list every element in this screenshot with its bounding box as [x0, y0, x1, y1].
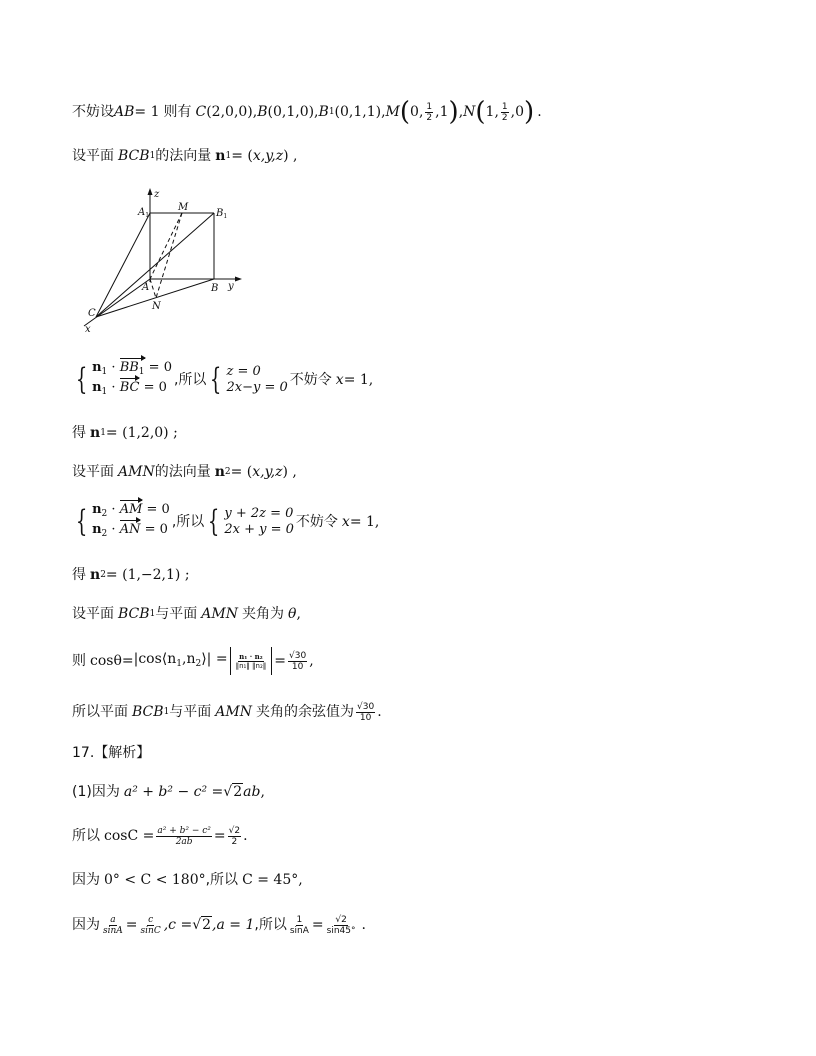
math: = — [121, 653, 134, 669]
text-line-9 — [72, 648, 314, 674]
fraction: $\frac{1}{2}$ — [426, 101, 433, 123]
math: , — [296, 606, 301, 622]
text: 得 — [72, 425, 86, 441]
math: AB — [114, 104, 135, 120]
math-sub: 1 — [149, 151, 156, 161]
math: C — [195, 104, 207, 120]
math: $|\cos⟨n_1,n_2⟩|$ = — [133, 650, 228, 669]
math: BCB — [118, 606, 150, 622]
math: AMN — [118, 464, 155, 480]
text-line-2 — [72, 146, 297, 166]
fraction: $\frac{c}{\sin C}$ — [140, 914, 161, 936]
fraction: $\frac{\text{n₁ · n₂}}{\text{‖n₁‖ ‖n₂‖}}$ — [235, 651, 267, 670]
math: B — [318, 104, 329, 120]
text: 17.【解析】 — [72, 745, 151, 761]
text: 所以平面 — [72, 704, 128, 720]
math: = (1,2,0) ; — [105, 425, 178, 441]
label-n: N — [152, 301, 161, 312]
text: 夹角的余弦值为 — [256, 704, 354, 720]
text-line-14 — [72, 870, 303, 890]
text-line-8 — [72, 604, 301, 624]
math-sub: 1 — [328, 107, 335, 117]
math: B — [257, 104, 268, 120]
text-line-5 — [72, 462, 297, 482]
math: = 1, — [349, 514, 380, 530]
section-heading — [72, 743, 150, 763]
math: . — [243, 828, 248, 844]
math: . — [361, 917, 366, 933]
math: n — [90, 567, 101, 583]
math: C = 45° — [242, 872, 299, 888]
text: (1)因为 — [72, 784, 120, 800]
math: (2,0,0), — [206, 104, 258, 120]
math: BCB — [132, 704, 164, 720]
math-sub: 1 — [163, 707, 170, 717]
system-left: { $n_1 \cdot BB_1 = 0$ $n_1$ · BC = 0 — [75, 360, 172, 397]
fraction: $\frac{√30}{10}$ — [289, 650, 307, 672]
label-c: C — [88, 308, 96, 319]
math: , — [260, 784, 265, 800]
dashed-m-n — [156, 213, 182, 298]
text: 得 — [72, 567, 86, 583]
text: 设平面 — [72, 148, 114, 164]
text: 因为 — [72, 917, 100, 933]
y-axis-arrow — [235, 277, 242, 282]
text-line-4 — [72, 423, 178, 443]
math: = ( — [230, 464, 253, 480]
math: M — [385, 104, 400, 120]
math: cosC = — [104, 828, 155, 844]
math: ab — [243, 784, 261, 800]
text: 的法向量 — [155, 148, 212, 164]
math: ) , — [282, 464, 297, 480]
text: 与平面 — [169, 704, 212, 720]
math: BCB — [118, 148, 150, 164]
system-left: { $n_2$ · AM = 0 $n_2$ · AN = 0 — [75, 502, 170, 539]
math: x — [341, 514, 350, 530]
label-a1: $A_1$ — [138, 207, 150, 219]
text: ,所以 — [254, 917, 287, 933]
geometry-diagram — [80, 186, 248, 334]
math-sub: 2 — [100, 570, 106, 580]
math-sub: 1 — [100, 428, 106, 438]
math: 1 — [439, 104, 449, 120]
math: = 1, — [343, 372, 374, 388]
math: 0° < C < 180° — [104, 872, 206, 888]
text: ,所以 — [173, 372, 207, 388]
math: = ( — [231, 148, 253, 164]
math: 1 — [485, 104, 495, 120]
math: AMN — [201, 606, 238, 622]
text-line-13 — [72, 824, 248, 848]
system-right: { z = 0 2x−y = 0 — [210, 362, 288, 397]
math: ,c = — [163, 917, 193, 933]
math: a² + b² − c² = — [123, 784, 224, 800]
math-sub: 2 — [224, 467, 231, 477]
math: . — [377, 704, 382, 720]
label-b1: $B_1$ — [216, 208, 228, 220]
text: 则 — [72, 653, 86, 669]
fraction: $\frac{1}{\sin A}$ — [289, 914, 309, 936]
text-line-15 — [72, 912, 366, 938]
text: 因为 — [72, 872, 100, 888]
math: AMN — [215, 704, 252, 720]
system-right: { y + 2z = 0 2x + y = 0 — [208, 504, 294, 539]
text: 设平面 — [72, 606, 114, 622]
math-sub: 1 — [149, 609, 156, 619]
text: 与平面 — [155, 606, 198, 622]
math: n — [215, 148, 226, 164]
math: ) , — [283, 148, 298, 164]
math: N — [463, 104, 476, 120]
math: 0 — [410, 104, 419, 120]
label-y: y — [228, 281, 234, 292]
text: 不妨令 — [295, 514, 338, 530]
math: , — [298, 872, 303, 888]
dashed-a-n — [150, 279, 156, 298]
math: = 1 — [134, 104, 160, 120]
math: = — [311, 917, 324, 933]
text-line-12 — [72, 782, 265, 802]
text: 则有 — [163, 104, 192, 120]
fraction: $\frac{√2}{2}$ — [228, 825, 241, 847]
label-b: B — [211, 283, 219, 294]
text: ,所以 — [205, 872, 239, 888]
math: √2 — [223, 784, 243, 800]
text-line-10 — [72, 700, 382, 724]
edge-c-a1 — [96, 213, 150, 317]
math: n — [90, 425, 101, 441]
label-m: M — [178, 202, 189, 213]
fraction: $\frac{a}{\sin A}$ — [103, 914, 123, 936]
math: = — [274, 653, 287, 669]
math: x,y,z — [252, 464, 283, 480]
math: x,y,z — [252, 148, 284, 164]
text: 所以 — [72, 828, 100, 844]
fraction: $\frac{√2}{\sin 45^\circ}$ — [326, 914, 356, 936]
z-axis-arrow — [148, 188, 153, 195]
fraction: $\frac{√30}{10}$ — [357, 701, 375, 723]
math: = — [213, 828, 226, 844]
math: , — [309, 653, 314, 669]
text: 的法向量 — [154, 464, 211, 480]
text-line-1: 不妨设 AB = 1 则有 C (2,0,0), B (0,1,0), B 1 (0,1,1), M ( 0 , $\frac{1}{2}$ , 1 ) , N ( 1 , $\frac{1}{2}$ , 0 ) . — [72, 97, 542, 127]
math: (0,1,0), — [267, 104, 319, 120]
equation-system-1 — [72, 360, 374, 397]
label-z: z — [154, 189, 160, 200]
math: (0,1,1), — [334, 104, 386, 120]
math-sub: 1 — [225, 151, 232, 161]
math: ,a = 1 — [212, 917, 255, 933]
label-a: A — [142, 282, 150, 293]
fraction: $\frac{\text{a² + b² − c²}}{2ab}$ — [157, 825, 211, 847]
text: 设平面 — [72, 464, 114, 480]
math: = (1,−2,1) ; — [105, 567, 190, 583]
text: 夹角为 — [242, 606, 284, 622]
math: = — [125, 917, 138, 933]
math: √2 — [192, 917, 212, 933]
text: . — [537, 104, 542, 120]
equation-system-2 — [72, 502, 380, 539]
fraction: $\frac{1}{2}$ — [501, 101, 508, 123]
math: n — [214, 464, 225, 480]
text: 不妨令 — [289, 372, 332, 388]
math: 0 — [515, 104, 525, 120]
math: x — [335, 372, 344, 388]
text-line-7 — [72, 565, 190, 585]
text: ,所以 — [171, 514, 205, 530]
math: cosθ — [90, 653, 122, 669]
math: θ — [288, 606, 297, 622]
label-x: x — [85, 324, 91, 334]
text: 不妨设 — [72, 104, 114, 120]
